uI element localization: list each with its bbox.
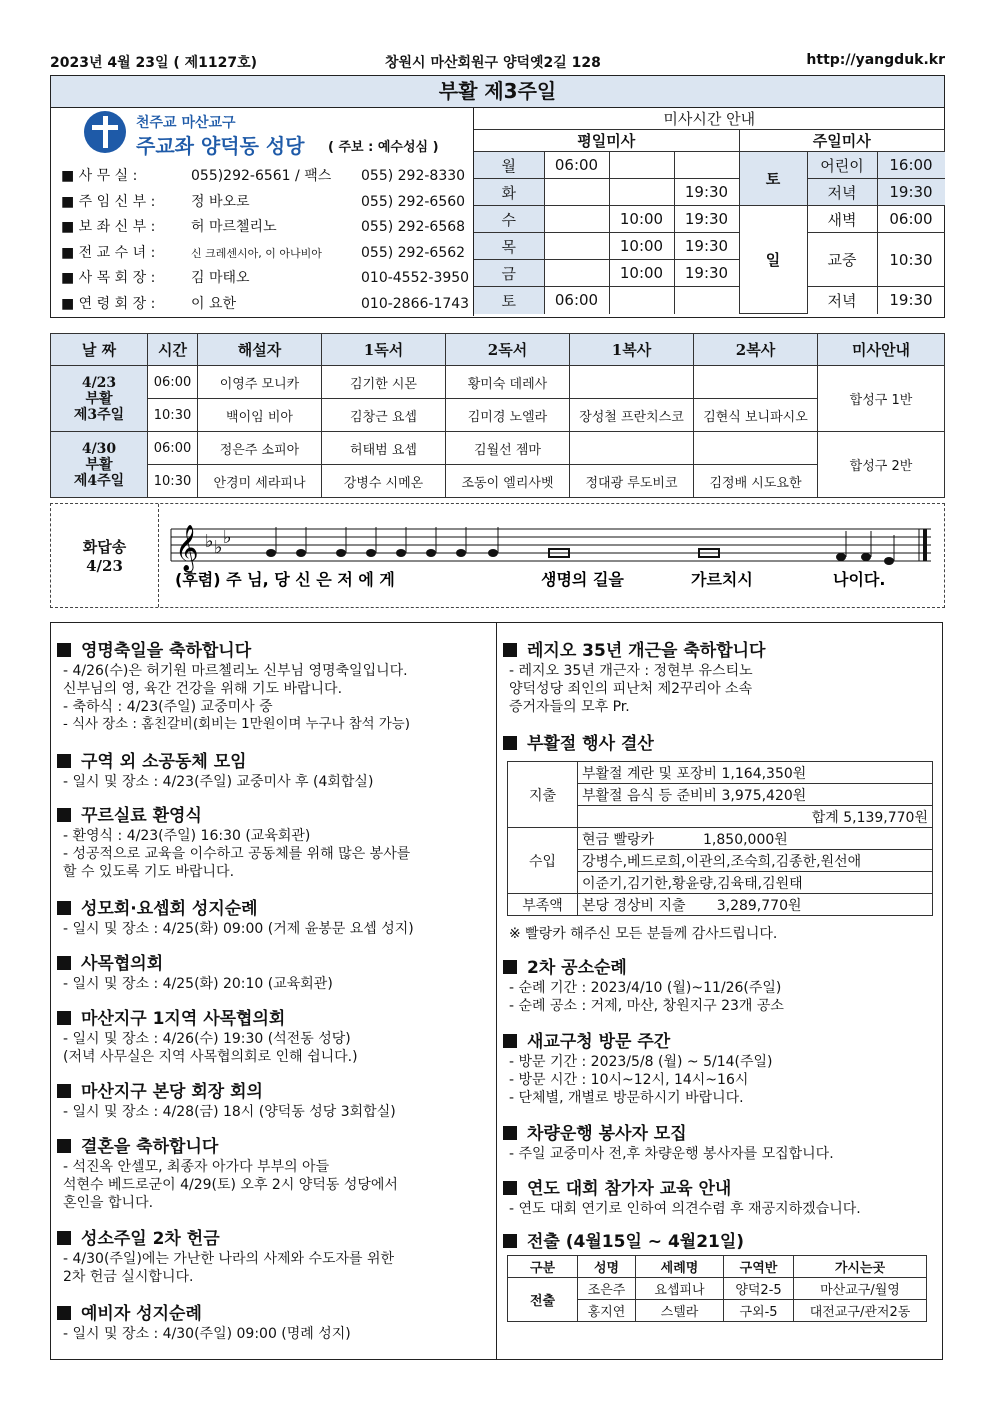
announcement: 영명축일을 축하합니다 - 4/26(수)은 허기원 마르첼리노 신부님 영명축일입니다. 신부님의 영, 육간 건강을 위해 기도 바랍니다. - 축하식 : 4/23(주일) 교중미사 중 - 식사 장소 : 홈친갈비(회비는 1만원이며 누구나 참석 가능) bbox=[57, 640, 497, 734]
lyric-line-4: 나이다. bbox=[833, 570, 886, 589]
weekday-mass-header: 평일미사 bbox=[474, 130, 739, 152]
bullet-square-icon bbox=[57, 754, 71, 768]
bullet-square-icon bbox=[57, 1084, 71, 1098]
announcement: 전출 (4월15일 ~ 4월21일) bbox=[503, 1231, 943, 1253]
cross-logo-icon bbox=[84, 111, 126, 153]
announcement: 성모회·요셉회 성지순례 - 일시 및 장소 : 4/25(화) 09:00 (거제 윤봉문 요셉 성지) bbox=[57, 898, 497, 938]
announcement: 마산지구 1지역 사목협의회 - 일시 및 장소 : 4/26(수) 19:30 (석전동 성당) (저녁 사무실은 지역 사목협의회로 인해 쉽니다.) bbox=[57, 1008, 497, 1066]
announcement: 차량운행 봉사자 모집 - 주일 교중미사 전,후 차량운행 봉사자를 모집합니다. bbox=[503, 1123, 943, 1163]
announcement: 마산지구 본당 회장 회의 - 일시 및 장소 : 4/28(금) 18시 (양덕동 성당 3회합실) bbox=[57, 1081, 497, 1121]
bullet-square-icon bbox=[57, 643, 71, 657]
thanks-note: ※ 빨랑카 해주신 모든 분들께 감사드립니다. bbox=[509, 926, 778, 942]
transfer-table: 구분 성명 세례명 구역반 가시는곳 전출 조은주 요셉피나 양덕2-5 마산교구/월영 홍지연 스텔라 구외-5 대전교구/관저2동 bbox=[507, 1255, 927, 1322]
announcements-right-column bbox=[497, 623, 942, 1359]
bullet-square-icon bbox=[503, 1034, 517, 1048]
issue-date: 2023년 4월 23일 ( 제1127호) bbox=[50, 55, 258, 71]
patron-saint: ( 주보 : 예수성심 ) bbox=[328, 140, 439, 155]
bullet-square-icon bbox=[57, 808, 71, 822]
table-row: 4/30 부활 제4주일 06:00 정은주 소피아 허태범 요셉 김월선 젬마 합성구 2반 bbox=[51, 432, 945, 465]
staff-row: ■ 사 목 회 장 : 김 마태오 010-4552-3950 bbox=[61, 270, 470, 286]
table-row: 4/23 부활 제3주일 06:00 이영주 모니카 김기한 시몬 황미숙 데레사 합성구 1반 bbox=[51, 366, 945, 399]
bullet-square-icon bbox=[57, 1139, 71, 1153]
bullet-square-icon bbox=[57, 1011, 71, 1025]
diocese-name: 천주교 마산교구 bbox=[136, 115, 236, 131]
svg-text:♭: ♭ bbox=[205, 531, 214, 552]
page-title: 부활 제3주일 bbox=[50, 75, 945, 108]
table-row: 홍지연 스텔라 구외-5 대전교구/관저2동 bbox=[508, 1300, 927, 1322]
staff-row: ■ 사 무 실 : 055)292-6561 / 팩스 055) 292-8330 bbox=[61, 168, 466, 184]
table-row: 10:30 안경미 세라피나 강병수 시메온 조동이 엘리사벳 정대광 루도비코 김정배 시도요한 bbox=[51, 465, 945, 498]
staff-row: ■ 주 임 신 부 : 정 바오로 055) 292-6560 bbox=[61, 193, 466, 210]
announcement: 2차 공소순례 - 순례 기간 : 2023/4/10 (월)~11/26(주일) - 순례 공소 : 거제, 마산, 창원지구 23개 공소 bbox=[503, 957, 943, 1015]
announcement: 성소주일 2차 헌금 - 4/30(주일)에는 가난한 나라의 사제와 수도자를 위한 2차 헌금 실시합니다. bbox=[57, 1228, 497, 1286]
svg-text:♭: ♭ bbox=[214, 537, 223, 558]
lyric-line-3: 가르치시 bbox=[691, 570, 753, 589]
announcement: 예비자 성지순례 - 일시 및 장소 : 4/30(주일) 09:00 (명례 성지) bbox=[57, 1303, 497, 1343]
music-staff bbox=[161, 509, 941, 604]
mass-times: 미사시간 안내 평일미사 주일미사 월 06:00 토 어린이 16:00 화 19:30 저녁 19:30 수 10:00 19:30 일 새벽 06:00 목 10:00 19:30 교중 10:30 금 10:00 19:30 토 06:00 저녁 19:30 bbox=[473, 108, 945, 316]
bullet-square-icon bbox=[503, 1234, 517, 1248]
mass-times-title: 미사시간 안내 bbox=[474, 108, 945, 130]
bullet-square-icon bbox=[503, 643, 517, 657]
church-info-box bbox=[50, 108, 945, 318]
announcement: 결혼을 축하합니다 - 석진옥 안셀모, 최종자 아가다 부부의 아들 석현수 베드로군이 4/29(토) 오후 2시 양덕동 성당에서 혼인을 합니다. bbox=[57, 1136, 497, 1212]
psalm-label: 화답송 4/23 bbox=[51, 504, 159, 607]
announcement: 부활절 행사 결산 bbox=[503, 733, 943, 755]
announcement: 연도 대회 참가자 교육 안내 - 연도 대회 연기로 인하여 의견수렴 후 재공지하겠습니다. bbox=[503, 1178, 943, 1218]
bullet-square-icon bbox=[57, 1231, 71, 1245]
table-row: 10:30 백이임 비아 김창근 요셉 김미경 노엘라 장성철 프란치스코 김현식 보니파시오 bbox=[51, 399, 945, 432]
lyric-line-2: 생명의 길을 bbox=[541, 570, 624, 589]
announcement: 구역 외 소공동체 모임 - 일시 및 장소 : 4/23(주일) 교중미사 후 (4회합실) bbox=[57, 751, 497, 791]
staff-row: ■ 연 령 회 장 : 이 요한 010-2866-1743 bbox=[61, 295, 470, 312]
bullet-square-icon bbox=[57, 901, 71, 915]
church-address: 창원시 마산회원구 양덕옛2길 128 bbox=[385, 55, 601, 71]
lyric-line-1: (후렴) 주 님, 당 신 은 저 에 게 bbox=[175, 570, 395, 589]
bullet-square-icon bbox=[503, 1181, 517, 1195]
announcement: 레지오 35년 개근을 축하합니다 - 레지오 35년 개근자 : 정현부 유스티노 양덕성당 죄인의 피난처 제2꾸리아 소속 증거자들의 모후 Pr. bbox=[503, 640, 943, 716]
page-header bbox=[50, 52, 945, 72]
announcement: 새교구청 방문 주간 - 방문 기간 : 2023/5/8 (월) ~ 5/14(주일) - 방문 시간 : 10시~12시, 14시~16시 - 단체별, 개별로 방문하시기 바랍니다. bbox=[503, 1031, 943, 1107]
church-name: 주교좌 양덕동 성당 bbox=[136, 134, 305, 158]
bullet-square-icon bbox=[503, 1126, 517, 1140]
sunday-mass-header: 주일미사 bbox=[739, 130, 945, 152]
bullet-square-icon bbox=[503, 960, 517, 974]
svg-text:♭: ♭ bbox=[223, 527, 232, 548]
announcements-left-column bbox=[51, 623, 497, 1359]
easter-settlement-table: 지출 부활절 계란 및 포장비 1,164,350원 부활절 음식 등 준비비 3,975,420원 합계 5,139,770원 수입 현금 빨랑카 1,850,000원 강병수,베드로희,이관의,조숙희,김종한,원선애 이준기,김기한,황윤량,김육태,김원태 부족액 본당 경상비 지출 3,289,770원 bbox=[507, 761, 933, 916]
bullet-square-icon bbox=[57, 956, 71, 970]
website-link[interactable]: http://yangduk.kr bbox=[806, 52, 945, 68]
announcement: 사목협의회 - 일시 및 장소 : 4/25(화) 20:10 (교육회관) bbox=[57, 953, 497, 993]
staff-row: ■ 보 좌 신 부 : 허 마르첼리노 055) 292-6568 bbox=[61, 219, 466, 235]
announcement: 꾸르실료 환영식 - 환영식 : 4/23(주일) 16:30 (교육회관) - 성공적으로 교육을 이수하고 공동체를 위해 많은 봉사를 할 수 있도록 기도 바랍니다. bbox=[57, 805, 497, 881]
church-info bbox=[51, 108, 473, 316]
announcements bbox=[50, 622, 943, 1360]
treble-clef-icon: 𝄞 bbox=[175, 525, 199, 571]
notes bbox=[266, 527, 894, 565]
table-row: 전출 조은주 요셉피나 양덕2-5 마산교구/월영 bbox=[508, 1278, 927, 1300]
bullet-square-icon bbox=[503, 736, 517, 750]
ministry-schedule-table: 날 짜 시간 해설자 1독서 2독서 1복사 2복사 미사안내 4/23 부활 제3주일 06:00 이영주 모니카 김기한 시몬 황미숙 데레사 합성구 1반 10:30 백이임 비아 김창근 요셉 김미경 노엘라 장성철 프란치스코 김현식 보니파시오 4/30 부활 제4주일 06:00 정은주 소피아 허태범 요셉 김월선 젬마 합성구 2반 10:30 안경미 세라피나 강병수 시메온 조동이 엘리사벳 정대광 루도비코 김정배 시도요한 bbox=[50, 333, 945, 498]
staff-list bbox=[61, 164, 471, 317]
responsorial-psalm bbox=[50, 503, 945, 608]
staff-row: ■ 전 교 수 녀 : 신 크레센시아, 이 아나비아 055) 292-6562 bbox=[61, 244, 466, 261]
bullet-square-icon bbox=[57, 1306, 71, 1320]
